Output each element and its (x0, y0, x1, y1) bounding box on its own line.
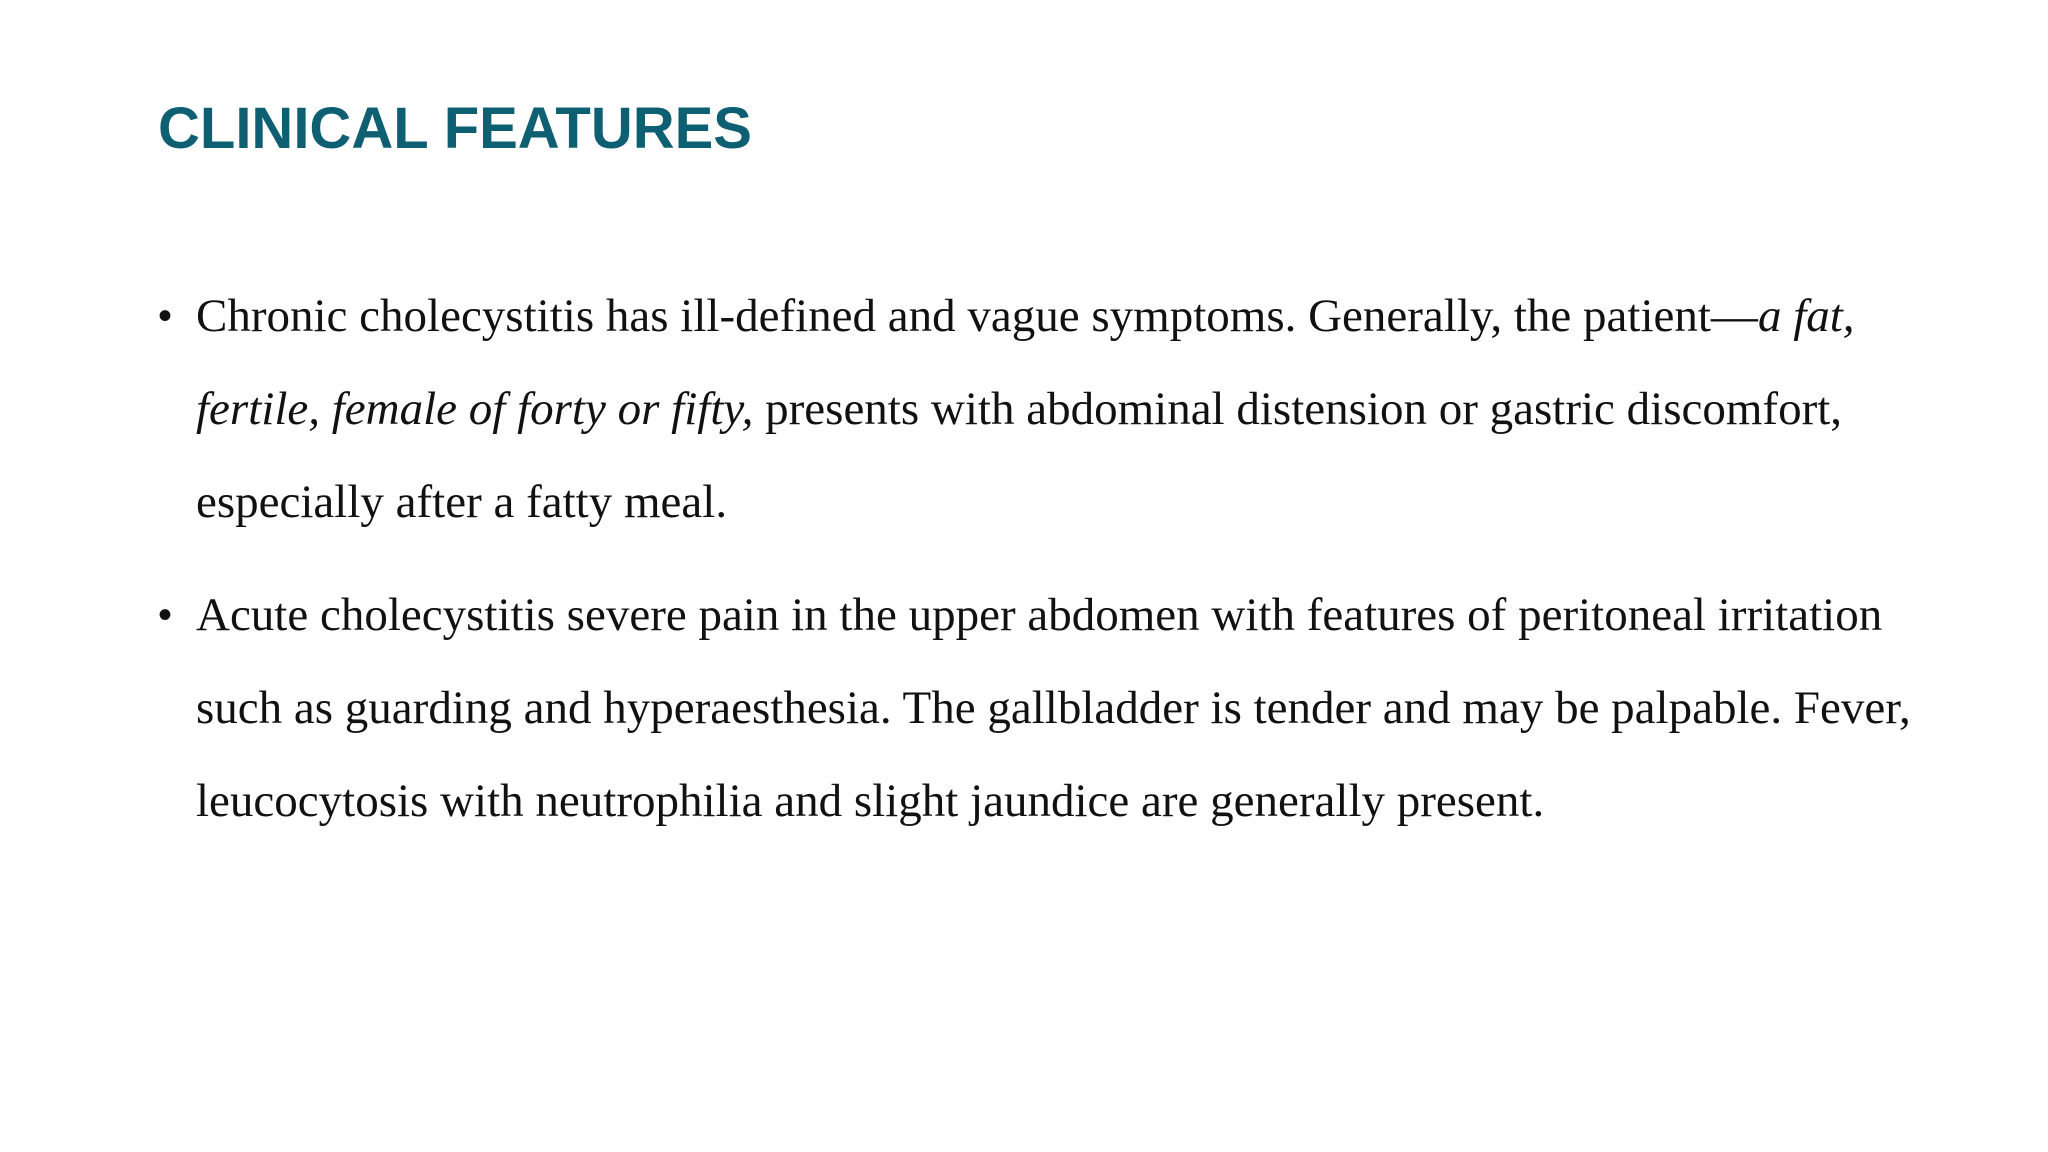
slide-title: CLINICAL FEATURES (158, 96, 752, 161)
bullet-text: Acute cholecystitis severe pain in the upper abdomen with features of peritoneal irritation such as guarding and hyperaesthesia. The gallbladder is tender and may be palpable. Fever, leucocytosis with neutrophilia and slight jaundice are generally present. (196, 589, 1911, 827)
bullet-text-before: Chronic cholecystitis has ill-defined and vague symptoms. Generally, the patient— (196, 290, 1758, 342)
bullet-dot-icon: • (158, 294, 173, 338)
bullet-list (158, 270, 1918, 868)
bullet-chronic-cholecystitis (158, 270, 1918, 549)
bullet-acute-cholecystitis (158, 569, 1918, 848)
bullet-text-after: presents with abdominal distension or gastric discomfort, especially after a fatty meal. (196, 383, 1843, 528)
bullet-text-emphasis: a fat, fertile, female of forty or fifty, (196, 290, 1855, 435)
bullet-dot-icon: • (158, 593, 173, 637)
